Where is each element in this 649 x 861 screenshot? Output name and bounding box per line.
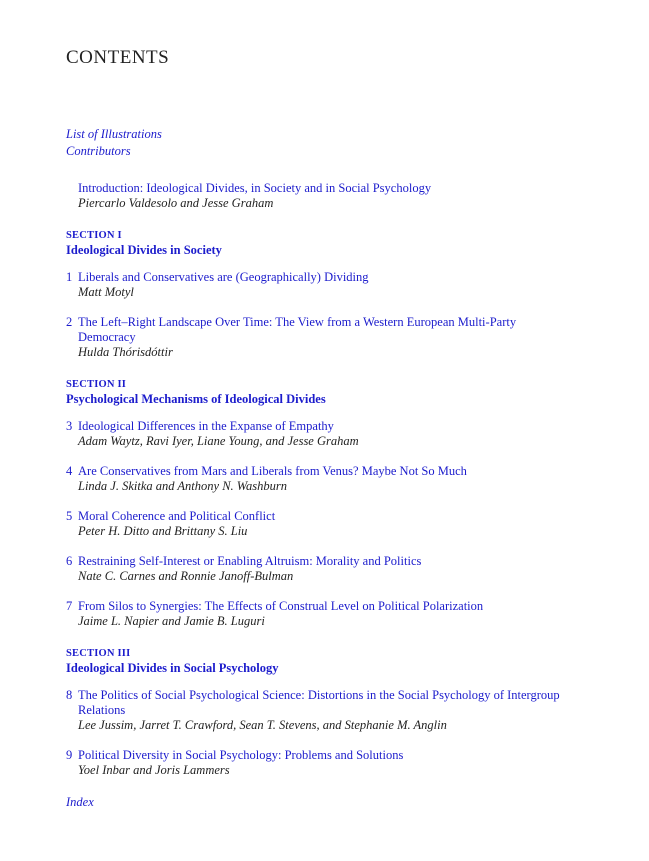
- chapter-number: 9: [66, 748, 73, 762]
- chapter-number: 7: [66, 599, 73, 613]
- chapter-number: 6: [66, 554, 73, 568]
- list-of-illustrations-link[interactable]: List of Illustrations: [66, 127, 162, 141]
- chapter-entry-2: [66, 315, 546, 360]
- chapter-authors: Jaime L. Napier and Jamie B. Luguri: [78, 614, 265, 628]
- section-title: Psychological Mechanisms of Ideological Divides: [66, 392, 326, 406]
- chapter-authors: Adam Waytz, Ravi Iyer, Liane Young, and Jesse Graham: [78, 434, 359, 448]
- chapter-authors: Nate C. Carnes and Ronnie Janoff-Bulman: [78, 569, 294, 583]
- chapter-entry-6: [66, 554, 586, 584]
- chapter-authors: Hulda Thórisdóttir: [78, 345, 173, 359]
- chapter-title-link[interactable]: Are Conservatives from Mars and Liberals from Venus? Maybe Not So Much: [78, 464, 467, 478]
- chapter-title-link[interactable]: Ideological Differences in the Expanse of Empathy: [78, 419, 334, 433]
- chapter-authors: Lee Jussim, Jarret T. Crawford, Sean T. Stevens, and Stephanie M. Anglin: [78, 718, 447, 732]
- chapter-number: 3: [66, 419, 73, 433]
- chapter-authors: Yoel Inbar and Joris Lammers: [78, 763, 230, 777]
- chapter-entry-4: [66, 464, 586, 494]
- introduction-title-link[interactable]: Introduction: Ideological Divides, in Society and in Social Psychology: [78, 181, 432, 195]
- chapter-entry-8: [66, 688, 586, 733]
- section-title: Ideological Divides in Social Psychology: [66, 661, 279, 675]
- chapter-entry-9: [66, 748, 586, 778]
- chapter-entry-5: [66, 509, 586, 539]
- section-label: SECTION II: [66, 379, 127, 390]
- chapter-title-link[interactable]: Restraining Self-Interest or Enabling Altruism: Morality and Politics: [78, 554, 422, 568]
- chapter-number: 2: [66, 315, 73, 329]
- chapter-title-link[interactable]: From Silos to Synergies: The Effects of Construal Level on Political Polarization: [78, 599, 484, 613]
- section-heading-2[interactable]: [66, 377, 326, 407]
- section-heading-1[interactable]: [66, 228, 222, 258]
- chapter-entry-7: [66, 599, 606, 629]
- chapter-entry-3: [66, 419, 586, 449]
- chapter-title-link[interactable]: Political Diversity in Social Psychology: Problems and Solutions: [78, 748, 404, 762]
- section-heading-3[interactable]: [66, 646, 279, 676]
- introduction-authors: Piercarlo Valdesolo and Jesse Graham: [78, 196, 274, 210]
- chapter-authors: Linda J. Skitka and Anthony N. Washburn: [78, 479, 288, 493]
- chapter-authors: Matt Motyl: [78, 285, 134, 299]
- chapter-title-link[interactable]: Liberals and Conservatives are (Geographically) Dividing: [78, 270, 369, 284]
- contributors-link[interactable]: Contributors: [66, 144, 131, 158]
- index-link[interactable]: Index: [66, 795, 94, 809]
- introduction-entry: [66, 181, 586, 211]
- chapter-number: 8: [66, 688, 73, 702]
- chapter-number: 1: [66, 270, 73, 284]
- page-title: CONTENTS: [66, 46, 170, 68]
- chapter-title-link[interactable]: Moral Coherence and Political Conflict: [78, 509, 276, 523]
- chapter-authors: Peter H. Ditto and Brittany S. Liu: [78, 524, 248, 538]
- chapter-title-link[interactable]: The Politics of Social Psychological Science: Distortions in the Social Psychology of Intergroup Relations: [78, 688, 560, 717]
- chapter-number: 4: [66, 464, 73, 478]
- section-label: SECTION III: [66, 648, 131, 659]
- section-title: Ideological Divides in Society: [66, 243, 222, 257]
- chapter-number: 5: [66, 509, 73, 523]
- chapter-title-link[interactable]: The Left–Right Landscape Over Time: The View from a Western European Multi-Party Democracy: [78, 315, 517, 344]
- section-label: SECTION I: [66, 230, 122, 241]
- chapter-entry-1: [66, 270, 586, 300]
